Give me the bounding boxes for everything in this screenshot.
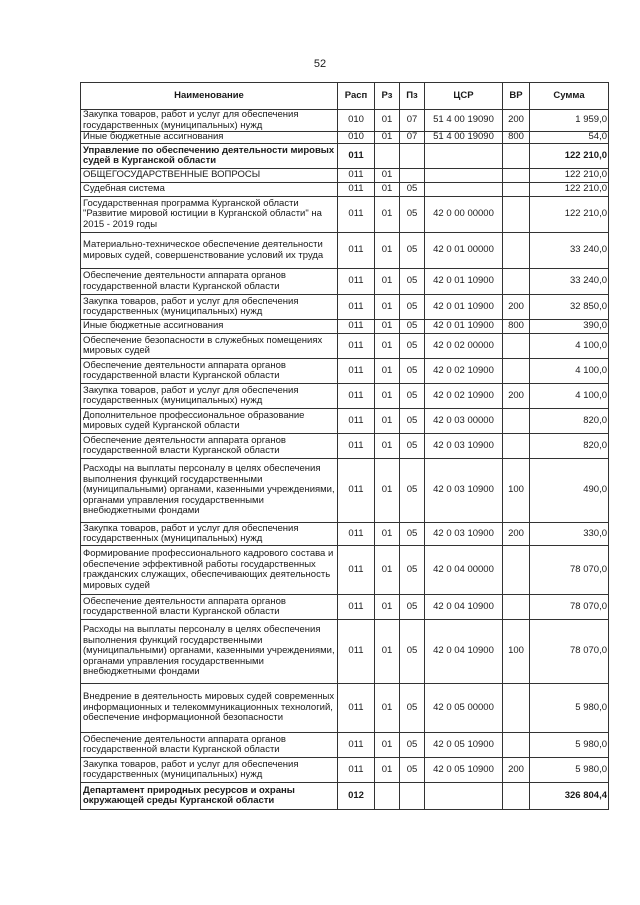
cell-sum: 78 070,0 (530, 620, 609, 684)
cell-rasp: 011 (338, 459, 375, 523)
cell-pz: 05 (400, 758, 425, 783)
cell-sum: 820,0 (530, 434, 609, 459)
cell-rz: 01 (375, 183, 400, 197)
cell-rz: 01 (375, 758, 400, 783)
table-row (81, 320, 609, 334)
table-row (81, 595, 609, 620)
cell-vr (503, 546, 530, 595)
cell-rasp: 011 (338, 183, 375, 197)
cell-sum: 4 100,0 (530, 334, 609, 359)
cell-pz: 05 (400, 334, 425, 359)
cell-rz: 01 (375, 169, 400, 183)
cell-pz: 05 (400, 546, 425, 595)
cell-csr: 51 4 00 19090 (425, 132, 503, 144)
cell-vr (503, 684, 530, 733)
cell-rz: 01 (375, 684, 400, 733)
cell-sum: 4 100,0 (530, 359, 609, 384)
cell-rasp: 011 (338, 733, 375, 758)
cell-vr (503, 183, 530, 197)
cell-vr (503, 595, 530, 620)
cell-sum: 1 959,0 (530, 110, 609, 132)
cell-name: Судебная система (81, 183, 338, 197)
cell-sum: 5 980,0 (530, 684, 609, 733)
cell-pz: 05 (400, 434, 425, 459)
cell-rz: 01 (375, 320, 400, 334)
cell-name: Внедрение в деятельность мировых судей современных информационных и телекоммуникационных технологий, обеспечение информационной безопасности (81, 684, 338, 733)
cell-sum: 820,0 (530, 409, 609, 434)
cell-rz: 01 (375, 434, 400, 459)
cell-name: Обеспечение деятельности аппарата органов государственной власти Курганской области (81, 359, 338, 384)
table-row (81, 546, 609, 595)
cell-vr (503, 434, 530, 459)
cell-pz (400, 144, 425, 169)
cell-rasp: 011 (338, 197, 375, 233)
cell-rasp: 011 (338, 334, 375, 359)
table-row (81, 359, 609, 384)
table-row (81, 783, 609, 810)
table-row (81, 523, 609, 546)
table-row (81, 434, 609, 459)
cell-csr: 42 0 02 10900 (425, 384, 503, 409)
cell-vr: 800 (503, 132, 530, 144)
table-row (81, 269, 609, 295)
table-row (81, 459, 609, 523)
cell-pz: 05 (400, 233, 425, 269)
cell-csr: 42 0 03 00000 (425, 409, 503, 434)
cell-pz: 05 (400, 409, 425, 434)
column-header-pz: Пз (400, 83, 425, 110)
cell-rasp: 011 (338, 169, 375, 183)
table-row (81, 144, 609, 169)
cell-rz: 01 (375, 546, 400, 595)
cell-sum: 33 240,0 (530, 233, 609, 269)
cell-sum: 330,0 (530, 523, 609, 546)
cell-vr: 200 (503, 295, 530, 320)
page-number: 52 (313, 58, 327, 70)
cell-sum: 5 980,0 (530, 758, 609, 783)
cell-vr (503, 169, 530, 183)
cell-pz: 05 (400, 595, 425, 620)
cell-pz (400, 169, 425, 183)
cell-vr: 100 (503, 620, 530, 684)
cell-name: Обеспечение деятельности аппарата органов государственной власти Курганской области (81, 434, 338, 459)
column-header-rz: Рз (375, 83, 400, 110)
cell-name: Расходы на выплаты персоналу в целях обеспечения выполнения функций государственными (муниципальными) органами, казенными учреждениями, органами управления государственными внебюджетными фондами (81, 620, 338, 684)
cell-vr: 200 (503, 758, 530, 783)
cell-rasp: 011 (338, 384, 375, 409)
cell-vr (503, 233, 530, 269)
cell-name: Государственная программа Курганской области "Развитие мировой юстиции в Курганской области" на 2015 - 2019 годы (81, 197, 338, 233)
cell-rasp: 011 (338, 546, 375, 595)
cell-name: Иные бюджетные ассигнования (81, 132, 338, 144)
cell-sum: 122 210,0 (530, 144, 609, 169)
cell-rasp: 012 (338, 783, 375, 810)
cell-sum: 5 980,0 (530, 733, 609, 758)
cell-rz: 01 (375, 233, 400, 269)
cell-csr (425, 783, 503, 810)
cell-sum: 122 210,0 (530, 169, 609, 183)
cell-sum: 78 070,0 (530, 595, 609, 620)
cell-sum: 78 070,0 (530, 546, 609, 595)
cell-name: Закупка товаров, работ и услуг для обеспечения государственных (муниципальных) нужд (81, 110, 338, 132)
cell-pz: 05 (400, 459, 425, 523)
cell-csr: 42 0 01 10900 (425, 320, 503, 334)
cell-rasp: 011 (338, 409, 375, 434)
table-row (81, 334, 609, 359)
cell-csr: 42 0 04 10900 (425, 595, 503, 620)
cell-rz (375, 783, 400, 810)
cell-csr: 42 0 05 10900 (425, 758, 503, 783)
table-row (81, 132, 609, 144)
cell-name: ОБЩЕГОСУДАРСТВЕННЫЕ ВОПРОСЫ (81, 169, 338, 183)
cell-rasp: 011 (338, 233, 375, 269)
cell-pz: 05 (400, 183, 425, 197)
table-header-row (81, 83, 609, 110)
table-row (81, 684, 609, 733)
cell-vr (503, 733, 530, 758)
table-row (81, 197, 609, 233)
cell-pz: 05 (400, 384, 425, 409)
cell-vr: 800 (503, 320, 530, 334)
table-row (81, 183, 609, 197)
cell-csr: 42 0 01 10900 (425, 269, 503, 295)
cell-rz: 01 (375, 269, 400, 295)
cell-csr: 42 0 03 10900 (425, 434, 503, 459)
column-header-name: Наименование (81, 83, 338, 110)
cell-rasp: 011 (338, 595, 375, 620)
cell-rz: 01 (375, 197, 400, 233)
cell-rz: 01 (375, 409, 400, 434)
cell-csr (425, 169, 503, 183)
cell-csr: 42 0 05 00000 (425, 684, 503, 733)
cell-csr: 42 0 03 10900 (425, 523, 503, 546)
cell-pz: 05 (400, 684, 425, 733)
column-header-vr: ВР (503, 83, 530, 110)
table-row (81, 384, 609, 409)
table-row (81, 110, 609, 132)
table-row (81, 620, 609, 684)
cell-sum: 326 804,4 (530, 783, 609, 810)
cell-rasp: 011 (338, 758, 375, 783)
cell-csr: 42 0 02 00000 (425, 334, 503, 359)
cell-rz (375, 144, 400, 169)
table-row (81, 295, 609, 320)
table-row (81, 733, 609, 758)
cell-pz: 05 (400, 733, 425, 758)
column-header-rasp: Расп (338, 83, 375, 110)
column-header-sum: Сумма (530, 83, 609, 110)
table-body (81, 110, 609, 810)
cell-vr: 200 (503, 384, 530, 409)
cell-csr (425, 144, 503, 169)
cell-vr: 100 (503, 459, 530, 523)
cell-name: Управление по обеспечению деятельности мировых судей в Курганской области (81, 144, 338, 169)
cell-name: Обеспечение деятельности аппарата органов государственной власти Курганской области (81, 595, 338, 620)
cell-sum: 390,0 (530, 320, 609, 334)
cell-rasp: 011 (338, 620, 375, 684)
cell-rasp: 011 (338, 359, 375, 384)
cell-pz: 05 (400, 320, 425, 334)
cell-vr: 200 (503, 523, 530, 546)
cell-pz: 05 (400, 295, 425, 320)
cell-rz: 01 (375, 523, 400, 546)
cell-rasp: 011 (338, 684, 375, 733)
table-row (81, 233, 609, 269)
cell-rz: 01 (375, 595, 400, 620)
cell-csr: 42 0 03 10900 (425, 459, 503, 523)
cell-csr: 42 0 01 10900 (425, 295, 503, 320)
cell-vr (503, 783, 530, 810)
cell-name: Закупка товаров, работ и услуг для обеспечения государственных (муниципальных) нужд (81, 295, 338, 320)
cell-csr: 42 0 00 00000 (425, 197, 503, 233)
cell-csr: 42 0 04 00000 (425, 546, 503, 595)
cell-vr: 200 (503, 110, 530, 132)
cell-name: Обеспечение деятельности аппарата органов государственной власти Курганской области (81, 269, 338, 295)
cell-vr (503, 334, 530, 359)
cell-rasp: 010 (338, 110, 375, 132)
cell-rz: 01 (375, 295, 400, 320)
cell-csr: 51 4 00 19090 (425, 110, 503, 132)
cell-rz: 01 (375, 620, 400, 684)
cell-pz: 05 (400, 269, 425, 295)
cell-rz: 01 (375, 733, 400, 758)
column-header-csr: ЦСР (425, 83, 503, 110)
cell-csr: 42 0 01 00000 (425, 233, 503, 269)
cell-pz: 05 (400, 359, 425, 384)
cell-csr: 42 0 04 10900 (425, 620, 503, 684)
cell-sum: 4 100,0 (530, 384, 609, 409)
cell-pz: 05 (400, 620, 425, 684)
cell-name: Формирование профессионального кадрового состава и обеспечение эффективной работы государственных гражданских служащих, обеспечивающих деятельность мировых судей (81, 546, 338, 595)
cell-vr (503, 409, 530, 434)
cell-pz: 05 (400, 197, 425, 233)
cell-name: Закупка товаров, работ и услуг для обеспечения государственных (муниципальных) нужд (81, 384, 338, 409)
cell-sum: 490,0 (530, 459, 609, 523)
cell-sum: 32 850,0 (530, 295, 609, 320)
cell-vr (503, 359, 530, 384)
cell-rz: 01 (375, 359, 400, 384)
cell-rz: 01 (375, 334, 400, 359)
cell-vr (503, 144, 530, 169)
cell-rasp: 011 (338, 434, 375, 459)
table-row (81, 758, 609, 783)
budget-table (80, 82, 609, 810)
cell-pz: 07 (400, 110, 425, 132)
cell-pz: 05 (400, 523, 425, 546)
cell-sum: 54,0 (530, 132, 609, 144)
cell-name: Дополнительное профессиональное образование мировых судей Курганской области (81, 409, 338, 434)
cell-csr: 42 0 05 10900 (425, 733, 503, 758)
cell-vr (503, 197, 530, 233)
cell-rz: 01 (375, 384, 400, 409)
cell-rasp: 011 (338, 144, 375, 169)
cell-csr (425, 183, 503, 197)
cell-sum: 122 210,0 (530, 183, 609, 197)
cell-name: Закупка товаров, работ и услуг для обеспечения государственных (муниципальных) нужд (81, 523, 338, 546)
cell-vr (503, 269, 530, 295)
cell-rasp: 011 (338, 295, 375, 320)
cell-name: Материально-техническое обеспечение деятельности мировых судей, совершенствование условий их труда (81, 233, 338, 269)
cell-name: Обеспечение безопасности в служебных помещениях мировых судей (81, 334, 338, 359)
cell-rasp: 011 (338, 269, 375, 295)
cell-name: Закупка товаров, работ и услуг для обеспечения государственных (муниципальных) нужд (81, 758, 338, 783)
cell-csr: 42 0 02 10900 (425, 359, 503, 384)
cell-name: Расходы на выплаты персоналу в целях обеспечения выполнения функций государственными (муниципальными) органами, казенными учреждениями, органами управления государственными внебюджетными фондами (81, 459, 338, 523)
cell-rz: 01 (375, 110, 400, 132)
cell-rasp: 011 (338, 523, 375, 546)
cell-name: Департамент природных ресурсов и охраны окружающей среды Курганской области (81, 783, 338, 810)
cell-pz: 07 (400, 132, 425, 144)
cell-pz (400, 783, 425, 810)
cell-rz: 01 (375, 459, 400, 523)
cell-rz: 01 (375, 132, 400, 144)
cell-rasp: 010 (338, 132, 375, 144)
cell-name: Обеспечение деятельности аппарата органов государственной власти Курганской области (81, 733, 338, 758)
cell-sum: 122 210,0 (530, 197, 609, 233)
table-row (81, 409, 609, 434)
table-row (81, 169, 609, 183)
cell-rasp: 011 (338, 320, 375, 334)
cell-name: Иные бюджетные ассигнования (81, 320, 338, 334)
cell-sum: 33 240,0 (530, 269, 609, 295)
